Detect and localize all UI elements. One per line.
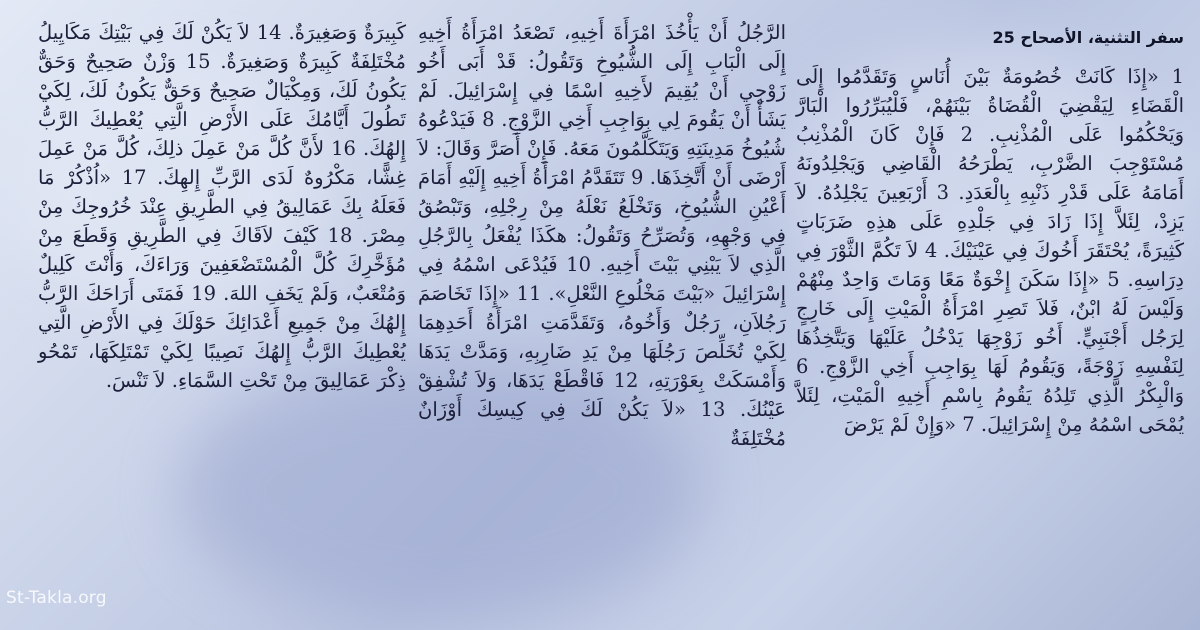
column-text-left: كَبِيرَةٌ وَصَغِيرَةٌ. 14 لاَ يَكُنْ لَكَ فِي بَيْتِكَ مَكَايِيلُ مُخْتَلِفَةٌ كَبِيرَةٌ وَصَغِيرَةٌ. 15 وَزْنٌ صَحِيحٌ وَحَقٌّ يَكُونُ لَكَ، وَمِكْيَالٌ صَحِيحٌ وَحَقٌّ يَكُونُ لَكَ، لِكَيْ تَطُولَ أَيَّامُكَ عَلَى الأَرْضِ الَّتِي يُعْطِيكَ الرَّبُّ إِلهُكَ. 16 لأَنَّ كُلَّ مَنْ عَمِلَ ذلِكَ، كُلَّ مَنْ عَمِلَ غِشًّا، مَكْرُوهٌ لَدَى الرَّبِّ إِلهِكَ. 17 «اُذْكُرْ مَا فَعَلَهُ بِكَ عَمَالِيقُ فِي الطَّرِيقِ عِنْدَ خُرُوجِكَ مِنْ مِصْرَ. 18 كَيْفَ لاَقَاكَ فِي الطَّرِيقِ وَقَطَعَ مِنْ مُؤَخَّرِكَ كُلَّ الْمُسْتَضْعَفِينَ وَرَاءَكَ، وَأَنْتَ كَلِيلٌ وَمُتْعَبٌ، وَلَمْ يَخَفِ اللهَ. 19 فَمَتَى أَرَاحَكَ الرَّبُّ إِلهُكَ مِنْ جَمِيعِ أَعْدَائِكَ حَوْلَكَ فِي الأَرْضِ الَّتِي يُعْطِيكَ الرَّبُّ إِلهُكَ نَصِيبًا لِكَيْ تَمْتَلِكَهَا، تَمْحُو ذِكْرَ عَمَالِيقَ مِنْ تَحْتِ السَّمَاءِ. لاَ تَنْسَ. (38, 21, 407, 392)
text-column-left (38, 18, 406, 395)
text-column-middle (418, 18, 786, 453)
column-text-middle: الرَّجُلُ أَنْ يَأْخُذَ امْرَأَةَ أَخِيهِ، تَصْعَدُ امْرَأَةُ أَخِيهِ إِلَى الْبَابِ إِلَى الشُّيُوخِ وَتَقُولُ: قَدْ أَبَى أَخُو زَوْجِي أَنْ يُقِيمَ لأَخِيهِ اسْمًا فِي إِسْرَائِيلَ. لَمْ يَشَأْ أَنْ يَقُومَ لِي بِوَاجِبِ أَخِي الزَّوْجِ. 8 فَيَدْعُوهُ شُيُوخُ مَدِينَتِهِ وَيَتَكَلَّمُونَ مَعَهُ. فَإِنْ أَصَرَّ وَقَالَ: لاَ أَرْضَى أَنْ أَتَّخِذَهَا. 9 تَتَقَدَّمُ امْرَأَةُ أَخِيهِ إِلَيْهِ أَمَامَ أَعْيُنِ الشُّيُوخِ، وَتَخْلَعُ نَعْلَهُ مِنْ رِجْلِهِ، وَتَبْصُقُ فِي وَجْهِهِ، وَتُصَرِّحُ وَتَقُولُ: هكَذَا يُفْعَلُ بِالرَّجُلِ الَّذِي لاَ يَبْنِي بَيْتَ أَخِيهِ. 10 فَيُدْعَى اسْمُهُ فِي إِسْرَائِيلَ «بَيْتَ مَخْلُوعِ النَّعْلِ». 11 «إِذَا تَخَاصَمَ رَجُلاَنِ، رَجُلٌ وَأَخُوهُ، وَتَقَدَّمَتِ امْرَأَةُ أَحَدِهِمَا لِكَيْ تُخَلِّصَ رَجُلَهَا مِنْ يَدِ ضَارِبِهِ، وَمَدَّتْ يَدَهَا وَأَمْسَكَتْ بِعَوْرَتِهِ، 12 فَاقْطَعْ يَدَهَا، وَلاَ تُشْفِقْ عَيْنُكَ. 13 «لاَ يَكُنْ لَكَ فِي كِيسِكَ أَوْزَانٌ مُخْتَلِفَةٌ (418, 21, 786, 450)
text-column-right (796, 18, 1184, 439)
site-watermark: St-Takla.org (6, 588, 107, 608)
column-text-right: 1 «إِذَا كَانَتْ خُصُومَةٌ بَيْنَ أُنَاسٍ وَتَقَدَّمُوا إِلَى الْقَضَاءِ لِيَقْضِيَ الْقُضَاةُ بَيْنَهُمْ، فَلْيُبَرِّرُوا الْبَارَّ وَيَحْكُمُوا عَلَى الْمُذْنِبِ. 2 فَإِنْ كَانَ الْمُذْنِبُ مُسْتَوْجِبَ الضَّرْبِ، يَطْرَحُهُ الْقَاضِي وَيَجْلِدُونَهُ أَمَامَهُ عَلَى قَدْرِ ذَنْبِهِ بِالْعَدَدِ. 3 أَرْبَعِينَ يَجْلِدُهُ. لاَ يَزِدْ، لِئَلاَّ إِذَا زَادَ فِي جَلْدِهِ عَلَى هذِهِ ضَرَبَاتٍ كَثِيرَةً، يُحْتَقَرَ أَخُوكَ فِي عَيْنَيْكَ. 4 لاَ تَكُمَّ الثَّوْرَ فِي دِرَاسِهِ. 5 «إِذَا سَكَنَ إِخْوَةٌ مَعًا وَمَاتَ وَاحِدٌ مِنْهُمْ وَلَيْسَ لَهُ ابْنٌ، فَلاَ تَصِرِ امْرَأَةُ الْمَيْتِ إِلَى خَارِجٍ لِرَجُل أَجْنَبِيٍّ. أَخُو زَوْجِهَا يَدْخُلُ عَلَيْهَا وَيَتَّخِذُهَا لِنَفْسِهِ زَوْجَةً، وَيَقُومُ لَهَا بِوَاجِبِ أَخِي الزَّوْجِ. 6 وَالْبِكْرُ الَّذِي تَلِدُهُ يَقُومُ بِاسْمِ أَخِيهِ الْمَيْتِ، لِئَلاَّ يُمْحَى اسْمُهُ مِنْ إِسْرَائِيلَ. 7 «وَإِنْ لَمْ يَرْضَ (796, 65, 1185, 436)
chapter-title: سفر التثنية، الأصحاح 25 (992, 28, 1184, 47)
